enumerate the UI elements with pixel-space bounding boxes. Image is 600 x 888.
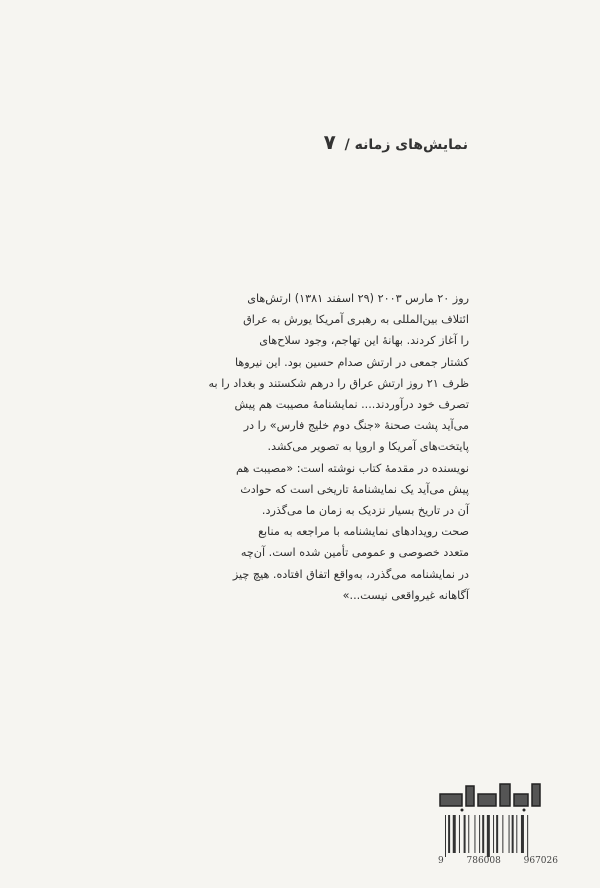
text-line: ظرف ۲۱ روز ارتش عراق را درهم شکستند و بغداد را به	[208, 376, 469, 390]
text-line: تصرف خود درآوردند.... نمایشنامهٔ مصیبت هم پیش	[234, 398, 469, 412]
text-line: آن در تاریخ بسیار نزدیک به زمان ما می‌گذرد.	[261, 504, 469, 518]
text-line: در نمایشنامه می‌گذرد، به‌واقع اتفاق افتاده. هیچ چیز	[232, 567, 469, 581]
text-line: متعدد خصوصی و عمومی تأمین شده است. آن‌چه	[240, 546, 469, 560]
barcode-bar	[479, 815, 480, 853]
barcode-bar	[474, 815, 475, 853]
publisher-logo	[436, 780, 550, 812]
isbn-number	[438, 856, 558, 866]
barcode	[445, 815, 553, 857]
barcode-bar	[493, 815, 494, 853]
barcode-bar	[509, 815, 510, 853]
isbn-group-2: 967026	[523, 856, 558, 866]
back-cover-blurb	[208, 288, 469, 606]
barcode-bar	[445, 815, 446, 857]
isbn-prefix: 9	[438, 856, 444, 866]
text-line: کشتار جمعی در ارتش صدام حسین بود. این نیروها	[234, 355, 469, 369]
text-line: پایتخت‌های آمریکا و اروپا به تصویر می‌کشد.	[267, 440, 469, 454]
barcode-bar	[516, 815, 517, 853]
text-line: را آغاز کردند. بهانهٔ این تهاجم، وجود سلاح‌های	[259, 334, 469, 348]
barcode-bar	[521, 815, 524, 853]
barcode-bar	[496, 815, 498, 853]
paragraph-1	[208, 288, 469, 458]
barcode-bar	[453, 815, 456, 853]
barcode-bar	[502, 815, 503, 853]
text-line: پیش می‌آید یک نمایشنامهٔ تاریخی است که حوادث	[240, 482, 469, 496]
series-name: نمایش‌های زمانه /	[344, 137, 468, 153]
barcode-bar	[482, 815, 484, 853]
text-line: نویسنده در مقدمهٔ کتاب نوشته است: «مصیبت هم	[235, 461, 469, 475]
text-line: روز ۲۰ مارس ۲۰۰۳ (۲۹ اسفند ۱۳۸۱) ارتش‌های	[247, 292, 469, 305]
barcode-bar	[527, 815, 528, 857]
paragraph-2	[232, 458, 469, 606]
barcode-bar	[468, 815, 469, 853]
barcode-bar	[448, 815, 450, 853]
text-line: ائتلاف بین‌المللی به رهبری آمریکا یورش به عراق	[243, 313, 469, 327]
text-line: می‌آید پشت صحنهٔ «جنگ دوم خلیج فارس» را در	[243, 419, 469, 433]
isbn-group-1: 786008	[466, 856, 501, 866]
series-title	[324, 130, 468, 154]
barcode-bar	[512, 815, 514, 853]
barcode-bar	[487, 815, 490, 857]
series-number: ۷	[323, 130, 336, 154]
text-line: صحت رویدادهای نمایشنامه با مراجعه به منابع	[258, 525, 469, 539]
text-line: آگاهانه غیرواقعی نیست...»	[342, 588, 469, 602]
barcode-bar	[459, 815, 460, 853]
barcode-bar	[464, 815, 466, 853]
